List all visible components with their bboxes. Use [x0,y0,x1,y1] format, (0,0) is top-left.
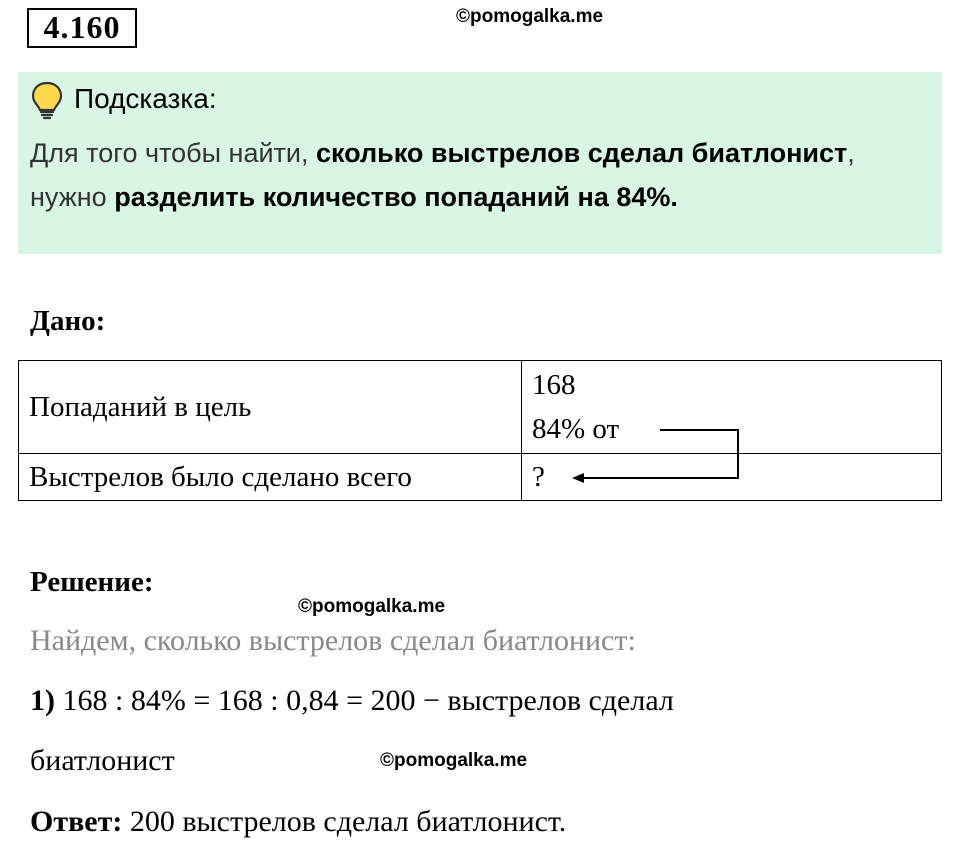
task-number: 4.160 [27,8,137,48]
row-value-shots: ? [522,454,942,501]
answer-label: Ответ: [30,805,123,838]
solution-label: Решение: [30,566,154,598]
value-percent: 84% от [532,413,620,445]
solution-step-1-continued: биатлонист [30,744,175,777]
given-table [18,360,942,501]
hint-text: Для того чтобы найти, сколько выстрелов сделал биатлонист, нужно разделить количество попаданий на 84%. [30,138,855,212]
step-text: 168 : 84% = 168 : 0,84 = 200 − выстрелов сделал [62,684,674,717]
watermark-middle: ©pomogalka.me [298,596,446,617]
lightbulb-icon [30,80,64,125]
given-label: Дано: [30,305,106,337]
hint-title: Подсказка: [74,83,217,114]
answer-text: 200 выстрелов сделал биатлонист. [129,805,567,838]
value-hits: 168 [532,369,576,401]
watermark-top: ©pomogalka.me [456,6,604,27]
step-number: 1) [30,684,55,717]
solution-step-1 [30,684,674,718]
watermark-bottom: ©pomogalka.me [380,750,528,771]
answer [30,805,566,839]
row-name-shots: Выстрелов было сделано всего [19,454,522,501]
table-row [19,361,942,454]
solution-intro: Найдем, сколько выстрелов сделал биатлонист: [30,624,636,657]
relation-arrow [560,420,750,490]
table-row [19,454,942,501]
row-name-hits: Попаданий в цель [19,361,522,454]
